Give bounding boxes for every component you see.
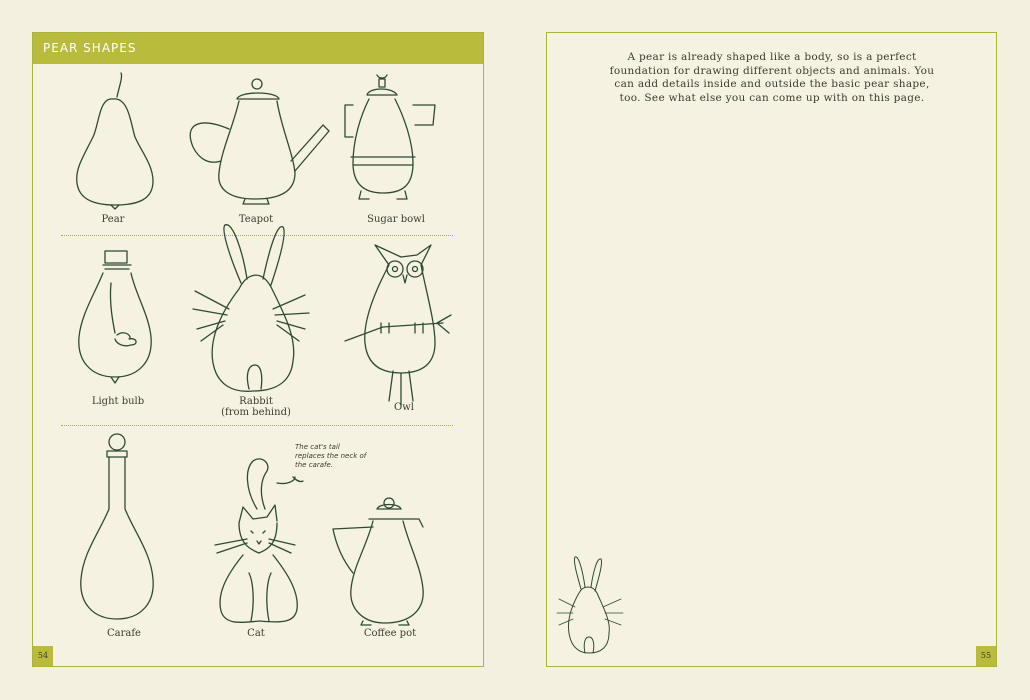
right-page: [546, 32, 997, 667]
caption-pear: Pear: [101, 214, 125, 225]
corner-rabbit-canvas: [547, 33, 998, 668]
caption-carafe: Carafe: [107, 628, 141, 639]
caption-coffee-pot: Coffee pot: [363, 628, 417, 639]
left-page: [32, 32, 484, 667]
intro-paragraph: A pear is already shaped like a body, so is a perfect foundation for drawing different objects and animals. You can add details inside and outside the basic pear shape, too. See what else you can come up with on this page.: [609, 51, 935, 104]
caption-sugar-bowl: Sugar bowl: [367, 214, 425, 225]
caption-light-bulb: Light bulb: [91, 396, 145, 407]
drawings-canvas: [33, 33, 485, 668]
carafe-drawing: [81, 434, 153, 619]
caption-rabbit: Rabbit: [239, 396, 273, 407]
caption-owl: Owl: [394, 402, 414, 413]
page-number-left: 54: [33, 646, 53, 666]
light-bulb-drawing: [79, 251, 151, 383]
annotation-note: The cat's tail replaces the neck of the carafe.: [295, 443, 367, 469]
rabbit-icon: [557, 557, 623, 653]
page-number-right: 55: [976, 646, 996, 666]
teapot-drawing: [190, 79, 329, 204]
section-title: PEAR SHAPES: [33, 33, 483, 64]
owl-drawing: [345, 245, 451, 405]
sugar-bowl-drawing: [345, 75, 435, 199]
caption-teapot: Teapot: [238, 214, 274, 225]
pear-drawing: [77, 73, 153, 209]
coffee-pot-drawing: [333, 498, 423, 625]
rabbit-drawing: [193, 225, 309, 392]
caption-cat: Cat: [247, 628, 265, 639]
caption-rabbit-line2: (from behind): [221, 407, 291, 418]
annotation-arrow-line: [277, 477, 295, 484]
